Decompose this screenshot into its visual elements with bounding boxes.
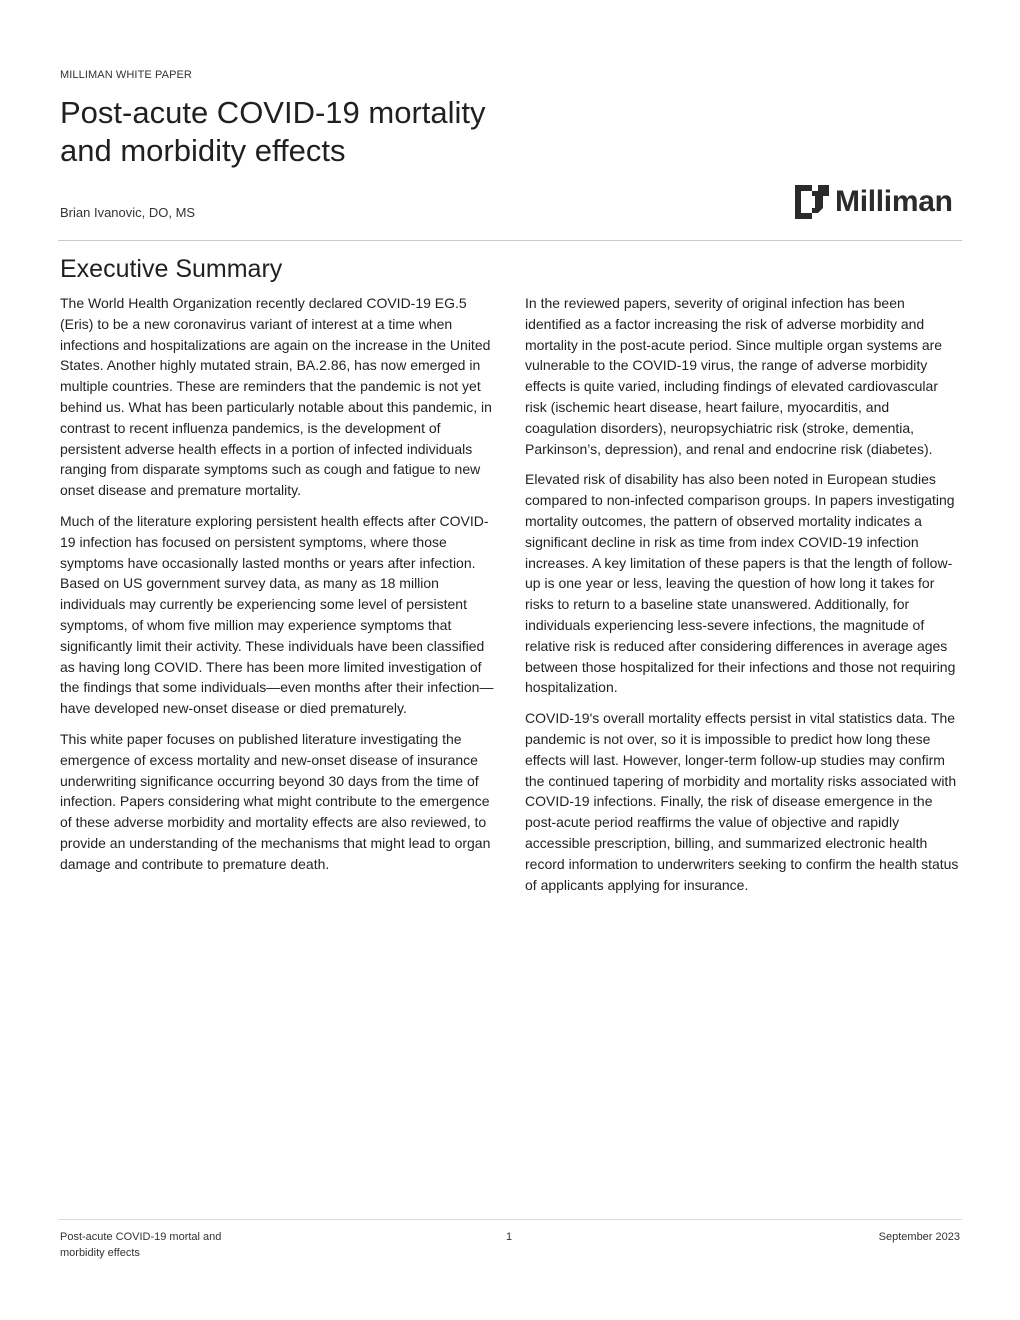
section-title: Executive Summary <box>60 255 283 283</box>
author-name: Brian Ivanovic, DO, MS <box>60 205 196 220</box>
right-column <box>525 293 961 905</box>
paragraph: COVID-19's overall mortality effects persist in vital statistics data. The pandemic is not over, so it is impossible to predict how long these effects will last. However, longer-term follow-up studies may confirm the continued tapering of morbidity and mortality risks associated with COVID-19 infections. Finally, the risk of disease emergence in the post-acute period reaffirms the value of objective and rapidly accessible prescription, billing, and summarized electronic health record information to underwriters seeking to confirm the health status of applicants applying for insurance. <box>525 710 959 893</box>
paragraph: Much of the literature exploring persistent health effects after COVID-19 infection has focused on persistent symptoms, where those symptoms have occasionally lasted months or years after infection. Based on US government survey data, as many as 18 million individuals may currently be experiencing some level of persistent symptoms, of whom five million may experience symptoms that significantly limit their activity. These individuals have been classified as having long COVID. There has been more limited investigation of the findings that some individuals—even months after their infection—have developed new-onset disease or died prematurely. <box>60 512 494 717</box>
footer-title: Post-acute COVID-19 mortal and morbidity effects <box>60 1231 222 1259</box>
title-line-1: Post-acute COVID-19 mortality <box>60 95 486 130</box>
document-title <box>60 94 486 170</box>
footer-date: September 2023 <box>878 1231 960 1243</box>
milliman-logo <box>795 184 953 220</box>
page-number: 1 <box>506 1231 513 1243</box>
header-divider <box>58 240 962 241</box>
milliman-logo-icon <box>795 185 829 219</box>
title-line-2: and morbidity effects <box>60 133 346 168</box>
left-column <box>60 293 496 885</box>
footer-divider <box>58 1219 962 1220</box>
paragraph: The World Health Organization recently declared COVID-19 EG.5 (Eris) to be a new coronavirus variant of interest at a time when infections and hospitalizations are again on the increase in the United States. Another highly mutated strain, BA.2.86, has now emerged in multiple countries. These are reminders that the pandemic is not yet behind us. What has been particularly notable about this pandemic, in contrast to recent influenza pandemics, is the development of persistent adverse health effects in a portion of infected individuals ranging from disparate symptoms such as cough and fatigue to new onset disease and premature mortality. <box>60 295 492 499</box>
document-kicker: MILLIMAN WHITE PAPER <box>60 69 192 81</box>
logo-wordmark: Milliman <box>835 185 953 218</box>
paragraph: In the reviewed papers, severity of original infection has been identified as a factor increasing the risk of adverse morbidity and mortality in the post-acute period. Since multiple organ systems are vulnerable to the COVID-19 virus, the range of adverse morbidity effects is quite varied, including findings of elevated cardiovascular risk (ischemic heart disease, heart failure, myocarditis, and coagulation disorders), neuropsychiatric risk (stroke, dementia, Parkinson’s, depression), and renal and endocrine risk (diabetes). <box>525 295 943 457</box>
paragraph: Elevated risk of disability has also been noted in European studies compared to non-infected comparison groups. In papers investigating mortality outcomes, the pattern of observed mortality indicates a significant decline in risk as time from index COVID-19 infection increases. A key limitation of these papers is that the length of follow-up is one year or less, leaving the question of how long it takes for risks to return to a baseline state unanswered. Additionally, for individuals experiencing less-severe infections, the magnitude of relative risk is reduced after considering differences in average ages between those hospitalized for their infections and those not requiring hospitalization. <box>525 471 956 696</box>
paragraph: This white paper focuses on published literature investigating the emergence of excess mortality and new-onset disease of insurance underwriting significance occurring beyond 30 days from the time of infection. Papers considering what might contribute to the emergence of these adverse morbidity and mortality effects are also reviewed, to provide an understanding of the mechanisms that might lead to organ damage and contribute to premature death. <box>60 730 491 872</box>
